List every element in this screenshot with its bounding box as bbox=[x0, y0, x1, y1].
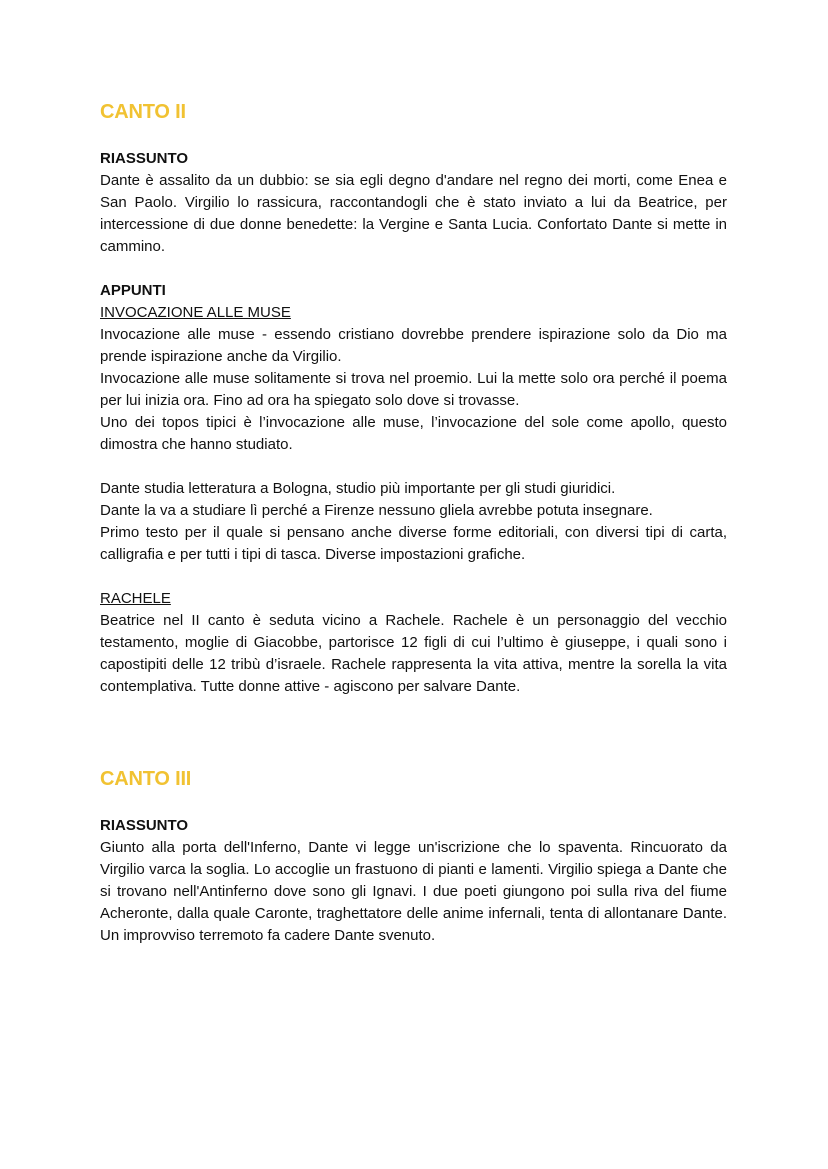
invocation-line-3: Uno dei topos tipici è l’invocazione alle muse, l’invocazione del sole come apollo, questo dimostra che hanno studiato. bbox=[100, 414, 727, 453]
canto-ii-notes-label: APPUNTI bbox=[100, 282, 166, 299]
canto-iii-summary: Giunto alla porta dell'Inferno, Dante vi legge un'iscrizione che lo spaventa. Rincuorato da Virgilio varca la soglia. Lo accoglie un frastuono di pianti e lamenti. Virgilio spiega a Dante che si trovano nell'Antinferno dove sono gli Ignavi. I due poeti giungono poi sulla riva del fiume Acheronte, dalla quale Caronte, traghettatore delle anime infernali, tenta di allontanare Dante. Un improvviso terremoto fa cadere Dante svenuto. bbox=[100, 839, 727, 944]
invocation-heading: INVOCAZIONE ALLE MUSE bbox=[100, 304, 291, 321]
invocation-line-2: Invocazione alle muse solitamente si trova nel proemio. Lui la mette solo ora perché il poema per lui inizia ora. Fino ad ora ha spiegato solo dove si trovasse. bbox=[100, 370, 727, 409]
canto-iii-summary-label: RIASSUNTO bbox=[100, 817, 189, 834]
canto-iii-title: CANTO III bbox=[100, 768, 192, 790]
study-line-3: Primo testo per il quale si pensano anche diverse forme editoriali, con diversi tipi di carta, calligrafia e per tutti i tipi di tasca. Diverse impostazioni grafiche. bbox=[100, 524, 727, 563]
canto-ii-summary: Dante è assalito da un dubbio: se sia egli degno d'andare nel regno dei morti, come Enea e San Paolo. Virgilio lo rassicura, raccontandogli che è stato inviato a lui da Beatrice, per intercessione di due donne benedette: la Vergine e Santa Lucia. Confortato Dante si mette in cammino. bbox=[100, 172, 727, 255]
document-content bbox=[100, 98, 727, 947]
study-line-1: Dante studia letteratura a Bologna, studio più importante per gli studi giuridici. bbox=[100, 480, 616, 497]
invocation-line-1: Invocazione alle muse - essendo cristiano dovrebbe prendere ispirazione solo da Dio ma prende ispirazione anche da Virgilio. bbox=[100, 326, 727, 365]
canto-ii-summary-label: RIASSUNTO bbox=[100, 150, 189, 167]
canto-ii-title: CANTO II bbox=[100, 101, 186, 123]
rachele-heading: RACHELE bbox=[100, 590, 171, 607]
rachele-text: Beatrice nel II canto è seduta vicino a Rachele. Rachele è un personaggio del vecchio testamento, moglie di Giacobbe, partorisce 12 figli di cui l’ultimo è giuseppe, i quali sono i capostipiti delle 12 tribù d’israele. Rachele rappresenta la vita attiva, mentre la sorella la vita contemplativa. Tutte donne attive - agiscono per salvare Dante. bbox=[100, 612, 727, 695]
study-line-2: Dante la va a studiare lì perché a Firenze nessuno gliela avrebbe potuta insegnare. bbox=[100, 502, 653, 519]
